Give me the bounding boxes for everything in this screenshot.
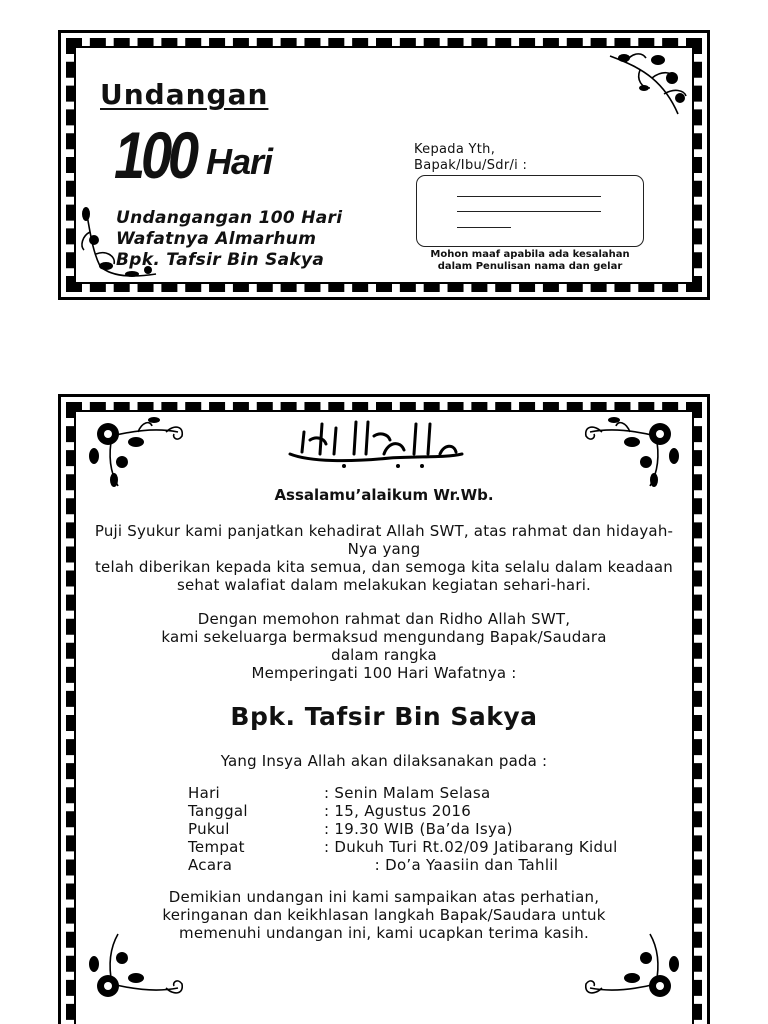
detail-label: Hari	[188, 784, 221, 802]
event-intro: Yang Insya Allah akan dilaksanakan pada :	[220, 752, 548, 770]
to-label: Kepada Yth,	[414, 142, 496, 157]
card-title: Undangan	[100, 78, 269, 111]
apology-note: Mohon maaf apabila ada kesalahan dalam Penulisan nama dan gelar	[430, 249, 630, 272]
closing-paragraph	[54, 888, 714, 942]
event-details	[188, 784, 618, 874]
detail-row	[188, 784, 618, 802]
text-line: memenuhi undangan ini, kami ucapkan terima kasih.	[179, 924, 589, 942]
text-line: Dengan memohon rahmat dan Ridho Allah SWT,	[197, 610, 571, 628]
recipient-label	[414, 142, 527, 174]
text-line: Demikian undangan ini kami sampaikan atas perhatian,	[168, 888, 600, 906]
text-line: keringanan dan keikhlasan langkah Bapak/Saudara untuk	[162, 906, 606, 924]
big-number: 100	[114, 118, 195, 192]
big-word: Hari	[206, 141, 273, 182]
address-line	[457, 227, 511, 228]
detail-row	[188, 838, 618, 856]
floral-corner-icon	[582, 406, 690, 490]
detail-label: Acara	[188, 856, 233, 874]
detail-row	[188, 820, 618, 838]
detail-label: Pukul	[188, 820, 230, 838]
subtitle-line: Bpk. Tafsir Bin Sakya	[116, 250, 325, 270]
text-line: kami sekeluarga bermaksud mengundang Bapak/Saudara	[161, 628, 607, 646]
subtitle	[116, 208, 342, 271]
detail-value: : Do’a Yaasiin dan Tahlil	[324, 856, 559, 874]
detail-label: Tempat	[188, 838, 245, 856]
paragraph-invitation	[54, 610, 714, 682]
subtitle-line: Wafatnya Almarhum	[116, 229, 317, 249]
greeting: Assalamu’alaikum Wr.Wb.	[274, 486, 494, 504]
floral-corner-icon	[78, 406, 186, 490]
subtitle-line: Undangangan 100 Hari	[116, 208, 343, 228]
address-line	[457, 211, 601, 212]
paragraph-gratitude	[54, 522, 714, 594]
to-salutation: Bapak/Ibu/Sdr/i :	[414, 158, 528, 173]
detail-value: : 15, Agustus 2016	[324, 802, 472, 820]
invitation-front-card	[58, 30, 710, 300]
text-line: sehat walafiat dalam melakukan kegiatan sehari-hari.	[176, 576, 592, 594]
floral-ornament-icon	[606, 48, 692, 120]
text-line: Memperingati 100 Hari Wafatnya :	[251, 664, 517, 682]
detail-label: Tanggal	[188, 802, 248, 820]
text-line: dalam rangka	[331, 646, 437, 664]
text-line: Nya yang	[347, 540, 421, 558]
address-line	[457, 196, 601, 197]
address-box	[416, 175, 644, 247]
detail-value: : 19.30 WIB (Ba’da Isya)	[324, 820, 513, 838]
detail-value: : Senin Malam Selasa	[324, 784, 491, 802]
bismillah-calligraphy-icon	[280, 414, 470, 470]
text-line: telah diberikan kepada kita semua, dan semoga kita selalu dalam keadaan	[94, 558, 674, 576]
detail-value: : Dukuh Turi Rt.02/09 Jatibarang Kidul	[324, 838, 618, 856]
text-line: Puji Syukur kami panjatkan kehadirat Allah SWT, atas rahmat dan hidayah-	[94, 522, 674, 540]
detail-row	[188, 856, 618, 874]
detail-row	[188, 802, 618, 820]
deceased-name: Bpk. Tafsir Bin Sakya	[230, 702, 538, 731]
invitation-inside-card	[58, 394, 710, 1024]
